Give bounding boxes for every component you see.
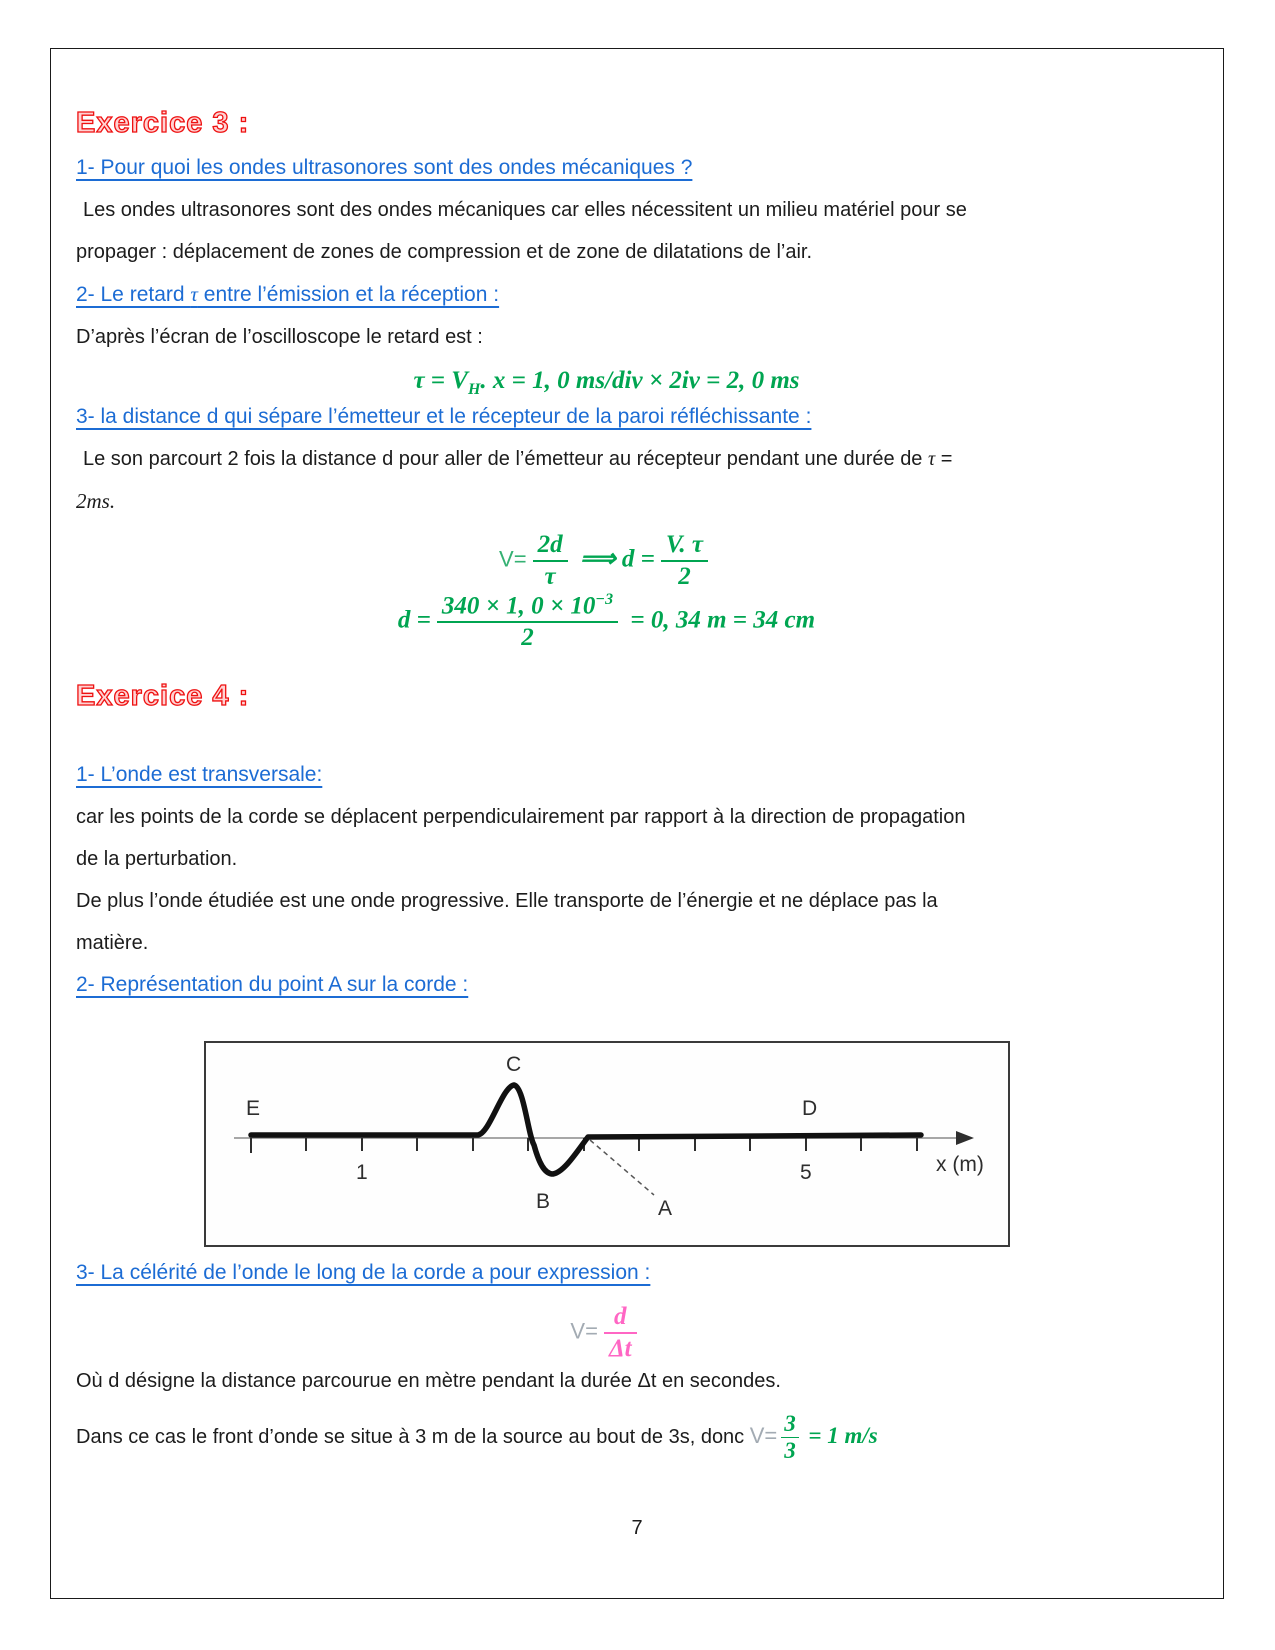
- fraction-denominator: Δt: [608, 1335, 632, 1363]
- ex3-q1-line2: propager : déplacement de zones de compression et de zone de dilatations de l’air.: [76, 241, 813, 263]
- v-equals: V=: [570, 1319, 598, 1345]
- ex4-q3-formula: [76, 1303, 1137, 1363]
- ex4-q1-heading: 1- L’onde est transversale:: [76, 763, 323, 787]
- tau-symbol: τ: [928, 448, 936, 470]
- page-number: 7: [631, 1517, 643, 1539]
- formula-rhs: . x = 1, 0 ms/div × 2iv = 2, 0 ms: [480, 367, 800, 394]
- ex4-q1-line1: car les points de la corde se déplacent perpendiculairement par rapport à la direction de propagation: [76, 806, 966, 829]
- ex3-q3-heading: 3- la distance d qui sépare l’émetteur et le récepteur de la paroi réfléchissante :: [76, 405, 812, 428]
- ex4-q1-line3: De plus l’onde étudiée est une onde progressive. Elle transporte de l’énergie et ne déplace pas la: [76, 890, 938, 913]
- ex3-q2-heading: [76, 282, 1137, 307]
- ex4-q3-heading: 3- La célérité de l’onde le long de la corde a pour expression :: [76, 1261, 651, 1285]
- v-equals: V=: [749, 1423, 778, 1449]
- fraction-numerator: V. τ: [661, 531, 708, 562]
- ex3-q1-line1: Les ondes ultrasonores sont des ondes mécaniques car elles nécessitent un milieu matériel pour se: [83, 199, 967, 221]
- ex4-q1-line2: de la perturbation.: [76, 848, 238, 871]
- x-axis-label: x (m): [936, 1153, 984, 1177]
- x-axis-arrow: [956, 1131, 974, 1145]
- ex4-q3-line2: [76, 1411, 1137, 1464]
- cord-pulse-curve: [251, 1085, 921, 1174]
- fraction-denominator: τ: [544, 563, 556, 590]
- fraction-3-3: [781, 1411, 799, 1464]
- fraction-denominator: 2: [678, 563, 691, 590]
- label-D: D: [802, 1097, 818, 1121]
- formula-lead: d =: [397, 606, 431, 634]
- ex3-q3-line2: 2ms.: [76, 489, 116, 513]
- formula-result: = 0, 34 m = 34 cm: [630, 606, 816, 634]
- ex3-q3-formula1: [76, 531, 1137, 591]
- point-a-pointer-line: [590, 1140, 654, 1195]
- ex3-q3-formula2: [76, 591, 1137, 652]
- ex3-q2-heading-post: entre l’émission et la réception :: [197, 283, 500, 306]
- fraction-numerator: 2d: [533, 531, 568, 562]
- ex3-q3-line1: [76, 447, 1137, 471]
- fraction-numerator: [437, 591, 618, 623]
- fraction-2d-tau: [533, 531, 568, 591]
- ex3-q3-line1-tail: =: [935, 448, 953, 470]
- formula-result: = 1 m/s: [808, 1423, 878, 1449]
- ex4-q1-line4: matière.: [76, 932, 149, 955]
- ex3-q3-line1-pre: Le son parcourt 2 fois la distance d pour aller de l’émetteur au récepteur pendant une durée de: [83, 448, 928, 470]
- fraction-denominator: 3: [784, 1438, 796, 1464]
- ex4-q3-line2-pre: Dans ce cas le front d’onde se situe à 3 m de la source au bout de 3s, donc: [76, 1426, 750, 1449]
- fraction-numerator: 3: [781, 1411, 799, 1438]
- fraction-d-dt: [604, 1303, 637, 1363]
- label-C: C: [506, 1053, 522, 1077]
- ex3-q2-heading-pre: 2- Le retard: [76, 283, 191, 306]
- fraction-denominator: 2: [521, 624, 534, 652]
- tick-label-5: 5: [800, 1161, 812, 1185]
- label-A: A: [658, 1197, 673, 1221]
- label-E: E: [246, 1097, 261, 1121]
- exercise4-title: Exercice 4 :: [76, 680, 250, 713]
- fraction-numerator: d: [604, 1303, 637, 1334]
- cord-wave-diagram: [206, 1043, 1004, 1241]
- ex4-q3-line1: Où d désigne la distance parcourue en mètre pendant la durée Δt en secondes.: [76, 1370, 781, 1393]
- formula-subscript: H: [467, 381, 481, 398]
- fraction-application-numerique: [437, 591, 618, 652]
- ex3-q1-heading: 1- Pour quoi les ondes ultrasonores sont des ondes mécaniques ?: [76, 156, 693, 179]
- cord-wave-figure: [204, 1041, 1010, 1247]
- formula-lhs: τ = V: [413, 367, 468, 394]
- fraction-vtau-2: [661, 531, 708, 591]
- implies-arrow: ⟹: [579, 545, 616, 573]
- ex4-q2-heading: 2- Représentation du point A sur la corde :: [76, 973, 469, 997]
- formula-mid: d =: [621, 545, 655, 573]
- exercise3-title: Exercice 3 :: [76, 107, 250, 139]
- numerator-main: 340 × 1, 0 × 10: [441, 592, 596, 620]
- tau-symbol: τ: [190, 282, 198, 306]
- tick-label-1: 1: [356, 1161, 368, 1185]
- label-B: B: [536, 1190, 551, 1214]
- ex3-q2-formula: [76, 367, 1137, 399]
- exponent: −3: [595, 591, 614, 608]
- v-equals: V=: [499, 546, 527, 572]
- ex3-q2-body: D’après l’écran de l’oscilloscope le retard est :: [76, 326, 483, 348]
- page-border: [50, 48, 1224, 1599]
